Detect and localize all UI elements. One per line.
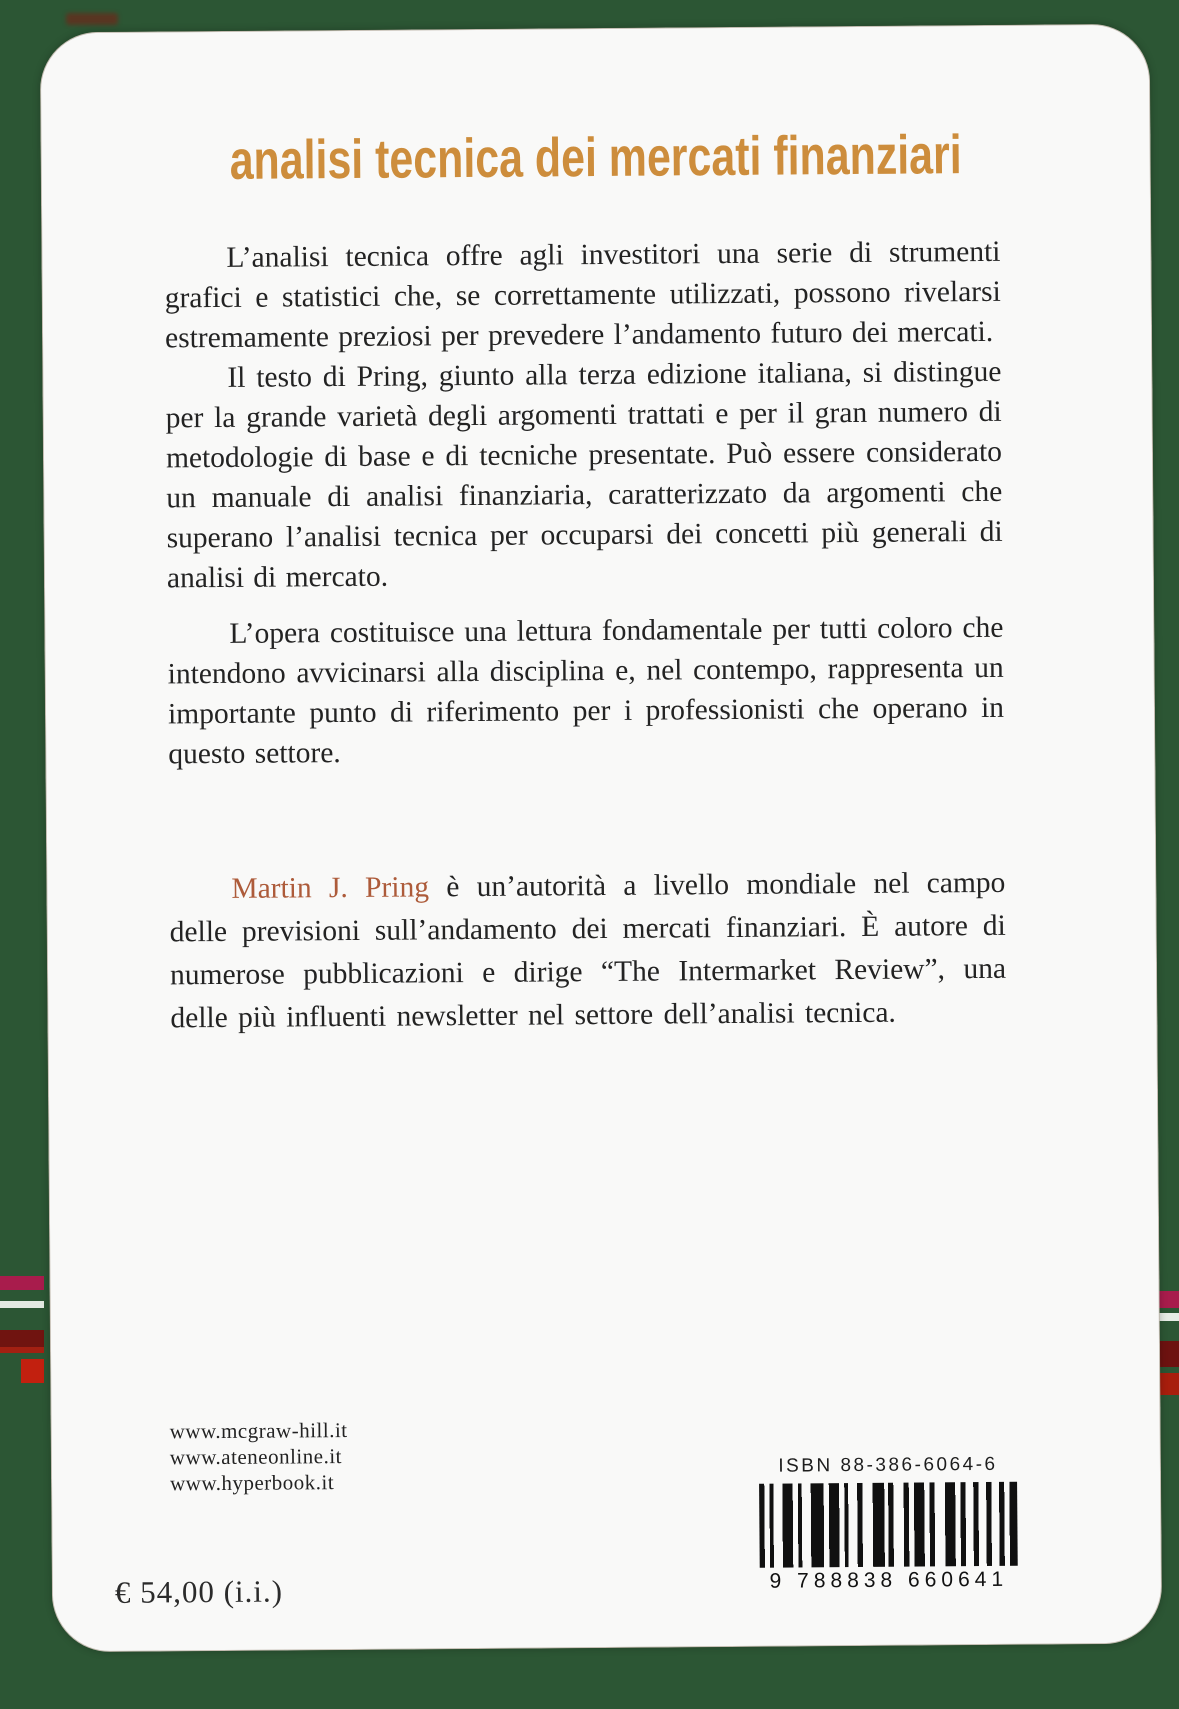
author-bio bbox=[169, 862, 1006, 1041]
author-bio-text: è un’autorità a livello mondiale nel campo delle previsioni sull’andamento dei mercati finanziari. È autore di numerose pubblicazioni e dirige “The Intermarket Review”, una delle più influenti newsletter nel settore dell’analisi tecnica. bbox=[169, 866, 1007, 1035]
book-title: analisi tecnica dei mercati finanziari bbox=[229, 123, 962, 191]
left-margin-stripe-white bbox=[0, 1301, 44, 1308]
author-name: Martin J. Pring bbox=[231, 871, 430, 905]
publisher-urls bbox=[170, 1417, 349, 1496]
back-cover-card bbox=[40, 24, 1163, 1653]
url-mcgraw-hill: www.mcgraw-hill.it bbox=[169, 1418, 348, 1444]
barcode-bars bbox=[759, 1482, 1018, 1568]
red-smudge-top-left bbox=[66, 13, 118, 25]
url-hyperbook: www.hyperbook.it bbox=[169, 1470, 335, 1496]
url-ateneonline: www.ateneonline.it bbox=[169, 1444, 343, 1470]
left-margin-stripe-crimson bbox=[0, 1276, 44, 1290]
description-paragraph-3: L’opera costituisce una lettura fondamentale per tutti coloro che intendono avvicinarsi alla disciplina e, nel contempo, rappresenta un importante punto di riferimento per i professionisti che operano in questo settore. bbox=[167, 611, 1005, 771]
description-paragraph-2: Il testo di Pring, giunto alla terza edizione italiana, si distingue per la grande varietà degli argomenti trattati e per il gran numero di metodologie di base e di tecniche presentate. Può essere considerato un manuale di analisi finanziaria, caratterizzato da argomenti che superano l’analisi tecnica per occuparsi dei concetti più generali di analisi di mercato. bbox=[165, 355, 1003, 595]
left-margin-stripe-red bbox=[21, 1359, 44, 1383]
description-text bbox=[164, 232, 1004, 775]
left-margin-stripe-maroon bbox=[0, 1330, 44, 1353]
description-paragraph-1: L’analisi tecnica offre agli investitori una serie di strumenti grafici e statistici che, se correttamente utilizzati, possono rivelarsi estremamente preziosi per prevedere l’andamento futuro dei mercati. bbox=[164, 235, 1001, 355]
isbn-label: ISBN 88-386-6064-6 bbox=[778, 1453, 998, 1477]
price-label: € 54,00 (i.i.) bbox=[114, 1573, 284, 1610]
barcode-digits: 9 788838 660641 bbox=[769, 1567, 1009, 1593]
author-bio-paragraph bbox=[169, 862, 1006, 1041]
isbn-barcode-block bbox=[740, 1454, 1037, 1594]
